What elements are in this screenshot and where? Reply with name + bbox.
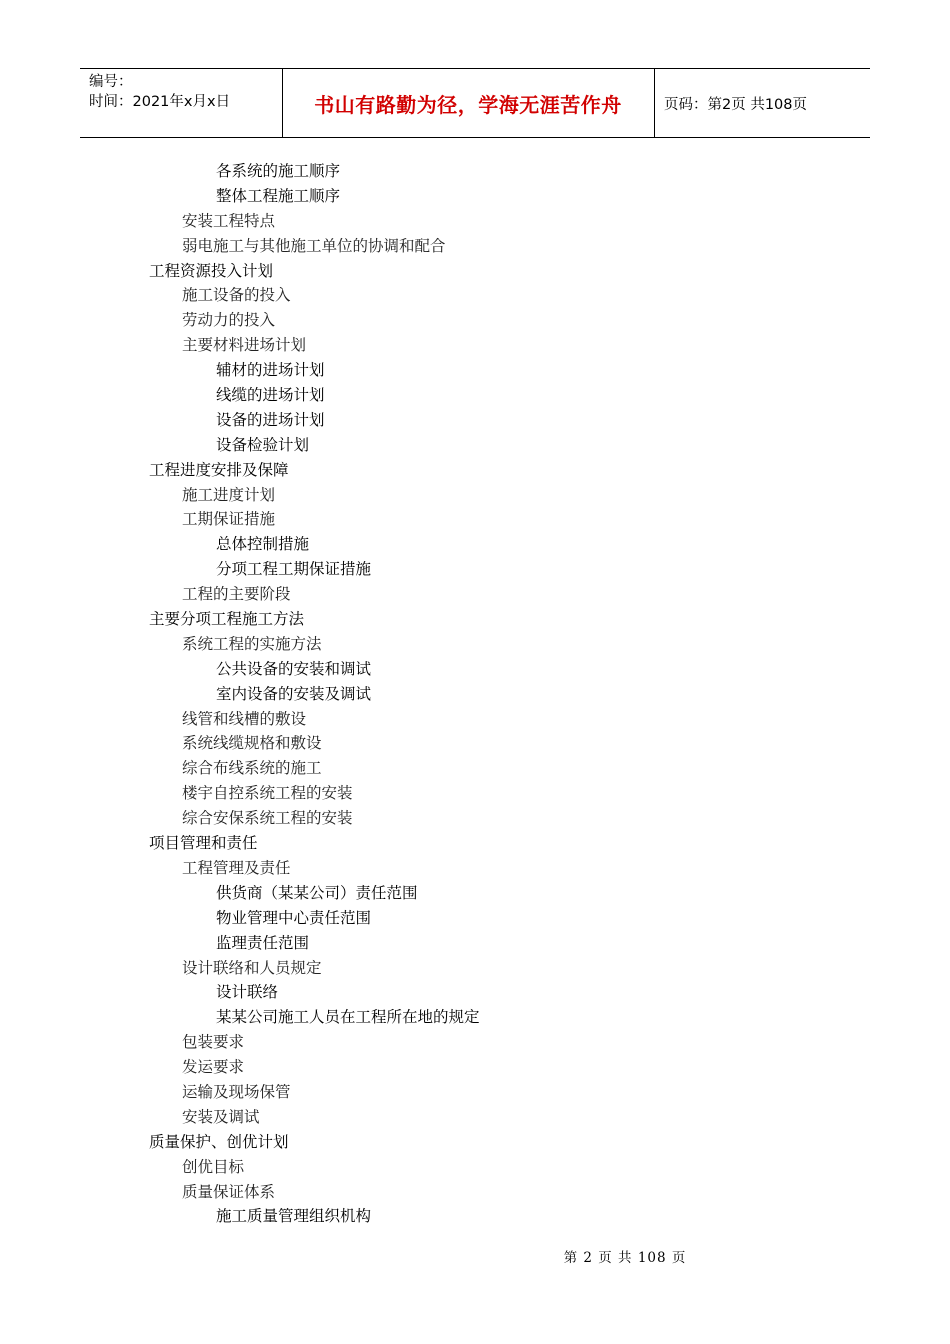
toc-entry-level-1: 项目管理和责任 bbox=[149, 834, 258, 853]
toc-entry-level-3: 线缆的进场计划 bbox=[216, 386, 325, 405]
page-header bbox=[80, 68, 870, 138]
toc-entry-level-1: 主要分项工程施工方法 bbox=[149, 610, 305, 629]
toc-entry-level-2: 楼宇自控系统工程的安装 bbox=[182, 784, 353, 803]
toc-entry-level-1: 工程进度安排及保障 bbox=[149, 460, 289, 479]
toc-entry-level-2: 施工进度计划 bbox=[182, 485, 276, 504]
toc-entry-level-2: 施工设备的投入 bbox=[182, 286, 291, 305]
toc-entry-level-2: 工期保证措施 bbox=[182, 510, 276, 529]
date-text: 时间：2021年x月x日 bbox=[89, 94, 231, 110]
toc-entry-level-3: 各系统的施工顺序 bbox=[216, 162, 341, 180]
table-of-contents bbox=[0, 159, 950, 1229]
number-label: 编号： bbox=[89, 74, 133, 90]
header-motto: 书山有路勤为径，学海无涯苦作舟 bbox=[314, 92, 622, 117]
toc-entry-level-2: 发运要求 bbox=[182, 1058, 245, 1077]
header-divider bbox=[654, 69, 655, 137]
footer-page-number: 第 2 页 共 108 页 bbox=[563, 1250, 687, 1266]
toc-entry-level-2: 线管和线槽的敷设 bbox=[182, 709, 307, 728]
toc-entry-level-3: 施工质量管理组织机构 bbox=[216, 1207, 372, 1226]
toc-entry-level-2: 弱电施工与其他施工单位的协调和配合 bbox=[182, 236, 446, 255]
toc-entry-level-3: 供货商（某某公司）责任范围 bbox=[216, 883, 418, 902]
toc-entry-level-1: 工程资源投入计划 bbox=[149, 261, 274, 280]
header-meta bbox=[89, 72, 230, 112]
toc-entry-level-3: 某某公司施工人员在工程所在地的规定 bbox=[216, 1008, 480, 1027]
header-page-info: 页码：第2页 共108页 bbox=[664, 96, 808, 113]
toc-entry-level-2: 劳动力的投入 bbox=[182, 311, 276, 330]
toc-entry-level-2: 主要材料进场计划 bbox=[182, 336, 307, 355]
toc-entry-level-2: 包装要求 bbox=[182, 1033, 245, 1052]
toc-entry-level-2: 质量保证体系 bbox=[182, 1182, 276, 1201]
toc-entry-level-2: 系统线缆规格和敷设 bbox=[182, 734, 322, 753]
toc-entry-level-3: 整体工程施工顺序 bbox=[216, 186, 341, 205]
toc-entry-level-3: 设计联络 bbox=[216, 983, 279, 1002]
toc-entry-level-2: 安装工程特点 bbox=[182, 211, 276, 230]
toc-entry-level-3: 物业管理中心责任范围 bbox=[216, 908, 372, 927]
toc-entry-level-2: 创优目标 bbox=[182, 1157, 245, 1176]
toc-entry-level-2: 系统工程的实施方法 bbox=[182, 634, 322, 653]
toc-entry-level-1: 质量保护、创优计划 bbox=[149, 1132, 289, 1151]
toc-entry-level-2: 综合安保系统工程的安装 bbox=[182, 809, 353, 828]
toc-entry-level-3: 室内设备的安装及调试 bbox=[216, 684, 372, 703]
toc-entry-level-3: 设备检验计划 bbox=[216, 435, 310, 454]
page-footer bbox=[0, 1246, 950, 1266]
toc-entry-level-3: 设备的进场计划 bbox=[216, 410, 325, 429]
toc-entry-level-2: 综合布线系统的施工 bbox=[182, 759, 322, 778]
toc-entry-level-2: 设计联络和人员规定 bbox=[182, 958, 322, 977]
toc-entry-level-3: 总体控制措施 bbox=[216, 535, 310, 554]
toc-entry-level-3: 监理责任范围 bbox=[216, 933, 310, 952]
toc-entry-level-3: 辅材的进场计划 bbox=[216, 361, 325, 380]
toc-entry-level-2: 安装及调试 bbox=[182, 1107, 260, 1126]
toc-entry-level-2: 工程管理及责任 bbox=[182, 858, 291, 877]
toc-entry-level-3: 公共设备的安装和调试 bbox=[216, 659, 372, 678]
toc-entry-level-2: 运输及现场保管 bbox=[182, 1082, 291, 1101]
toc-entry-level-3: 分项工程工期保证措施 bbox=[216, 560, 372, 579]
toc-entry-level-2: 工程的主要阶段 bbox=[182, 585, 291, 604]
